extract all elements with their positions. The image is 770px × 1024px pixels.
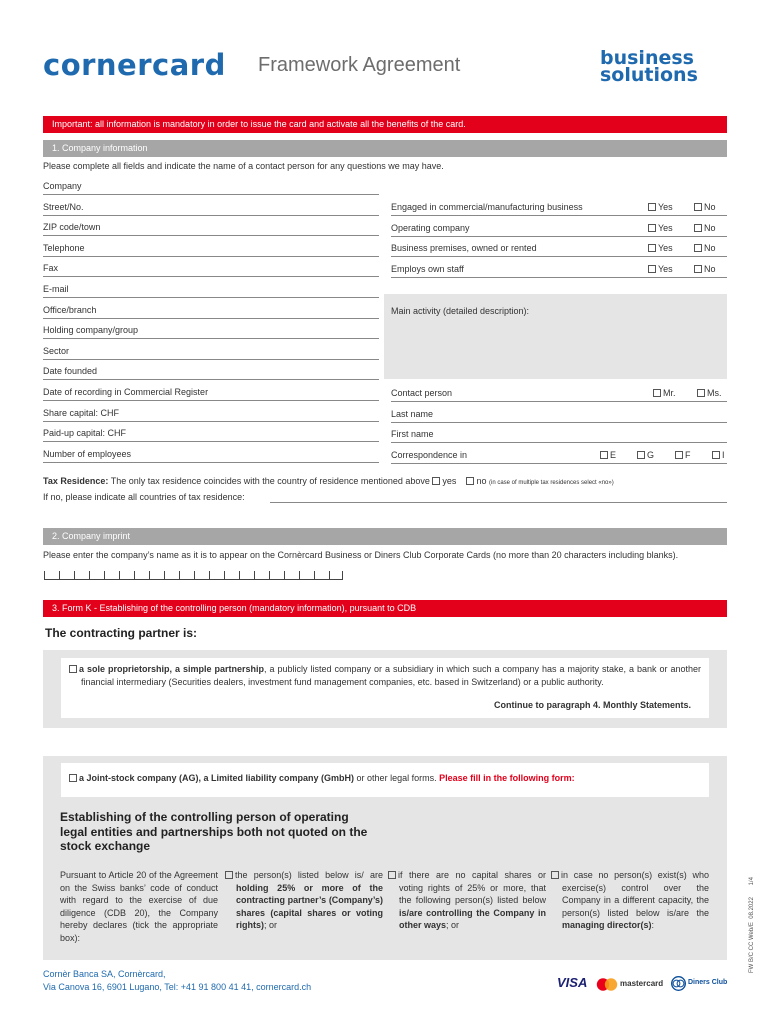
checkbox[interactable] [648, 265, 656, 273]
imprint-tick [119, 571, 120, 579]
option-1-container [43, 650, 727, 728]
contracting-partner-title: The contracting partner is: [45, 626, 198, 640]
diners-club-logo: Diners Club [688, 979, 728, 986]
option-a-end: ; or [264, 920, 278, 930]
checkbox[interactable] [69, 774, 77, 782]
section-2-intro: Please enter the company’s name as it is to appear on the Cornèrcard Business or Diners Club Corporate Cards (no more than 20 characters including blanks). [43, 550, 679, 560]
checkbox[interactable] [694, 203, 702, 211]
mastercard-logo: mastercard [620, 979, 664, 988]
continue-to-paragraph-4-link[interactable]: Continue to paragraph 4. Monthly Statements. [493, 699, 691, 710]
company-questions [391, 201, 727, 278]
imprint-tick [179, 571, 180, 579]
imprint-tick [224, 571, 225, 579]
yes-option[interactable] [648, 222, 673, 235]
option-2-text [69, 772, 701, 785]
imprint-tick [342, 571, 343, 579]
holding-field[interactable]: Holding company/group [43, 324, 379, 339]
imprint-tick [329, 571, 330, 579]
page-title: Framework Agreement [258, 54, 461, 76]
logo-line-1: business [600, 47, 694, 69]
contact-person-row [391, 387, 727, 402]
option-1-box[interactable] [61, 658, 709, 718]
date-founded-field[interactable]: Date founded [43, 365, 379, 380]
question-label: Employs own staff [391, 263, 464, 274]
tax-residence-label: Tax Residence: [43, 476, 109, 486]
option-2-rest: or other legal forms. [354, 773, 437, 783]
first-name-field[interactable]: First name [391, 428, 727, 443]
paid-up-capital-field[interactable]: Paid-up capital: CHF [43, 427, 379, 442]
ms-label: Ms. [707, 388, 722, 398]
company-field[interactable]: Company [43, 180, 379, 195]
logo-line-2: solutions [600, 64, 698, 86]
business-solutions-logo [600, 47, 698, 86]
checkbox[interactable] [694, 244, 702, 252]
contact-person-block [391, 387, 727, 464]
imprint-tick [194, 571, 195, 579]
declaration-option-c [551, 869, 709, 932]
question-label: Operating company [391, 222, 470, 233]
imprint-boxes[interactable] [44, 579, 343, 580]
mr-label: Mr. [663, 388, 676, 398]
cornercard-logo: cornercard [43, 48, 226, 82]
option-1-text [69, 663, 701, 688]
footer-line-1: Cornèr Banca SA, Cornèrcard, [43, 969, 166, 979]
checkbox[interactable] [551, 871, 559, 879]
imprint-tick [134, 571, 135, 579]
office-branch-field[interactable]: Office/branch [43, 304, 379, 319]
language-option-i[interactable] [712, 449, 725, 462]
option-c-text: in case no person(s) exist(s) who exercise(s) control over the Company in a different capacity, the person(s) listed below is/are the [561, 870, 709, 918]
share-capital-field[interactable]: Share capital: CHF [43, 407, 379, 422]
no-option[interactable] [694, 201, 716, 214]
checkbox[interactable] [648, 224, 656, 232]
imprint-tick [239, 571, 240, 579]
checkbox[interactable] [432, 477, 440, 485]
no-option[interactable] [694, 222, 716, 235]
correspondence-row [391, 449, 727, 464]
section-2-heading: 2. Company imprint [43, 528, 727, 545]
tax-countries-label: If no, please indicate all countries of tax residence: [43, 492, 245, 502]
checkbox[interactable] [648, 244, 656, 252]
visa-logo: VISA [557, 975, 588, 990]
checkbox[interactable] [600, 451, 608, 459]
imprint-tick [89, 571, 90, 579]
language-option-e[interactable] [600, 449, 616, 462]
checkbox[interactable] [694, 224, 702, 232]
imprint-tick [284, 571, 285, 579]
tax-yes-label: yes [442, 476, 457, 486]
yes-label: Yes [658, 243, 673, 254]
language-option-f[interactable] [675, 449, 691, 462]
imprint-tick [59, 571, 60, 579]
imprint-tick [149, 571, 150, 579]
no-option[interactable] [694, 263, 716, 276]
option-2-red: Please fill in the following form: [439, 773, 575, 783]
language-label: F [685, 449, 691, 460]
section-3-heading: 3. Form K - Establishing of the controlling person (mandatory information), pursuant to CDB [43, 600, 727, 617]
imprint-tick [314, 571, 315, 579]
checkbox[interactable] [69, 665, 77, 673]
option-b-end: ; or [446, 920, 460, 930]
company-fields-left [43, 180, 379, 463]
mr-option[interactable] [653, 387, 676, 400]
mastercard-icon [596, 978, 618, 991]
declaration-option-b [388, 869, 546, 932]
side-form-code: FW B/C CC Web/E 08.2022 1/4 [749, 877, 755, 973]
commercial-register-date-field[interactable]: Date of recording in Commercial Register [43, 386, 379, 401]
checkbox[interactable] [388, 871, 396, 879]
question-row [391, 222, 727, 237]
yes-option[interactable] [648, 201, 673, 214]
checkbox[interactable] [694, 265, 702, 273]
yes-label: Yes [658, 202, 673, 212]
section-1-intro: Please complete all fields and indicate the name of a contact person for any questions we may have. [43, 161, 444, 171]
telephone-field[interactable]: Telephone [43, 242, 379, 257]
imprint-tick [269, 571, 270, 579]
main-activity-box[interactable] [384, 294, 727, 379]
checkbox[interactable] [712, 451, 720, 459]
option-a-text: the person(s) listed below is/ are [235, 870, 383, 880]
declaration-intro: Pursuant to Article 20 of the Agreement on the Swiss banks’ code of conduct with regard to the exercise of due diligence (CDB 20), the Company hereby declares (tick the appropriate box): [60, 870, 218, 943]
imprint-tick [209, 571, 210, 579]
no-label: No [704, 222, 716, 233]
tax-residence-text: The only tax residence coincides with the country of residence mentioned above [110, 476, 430, 486]
imprint-tick [299, 571, 300, 579]
yes-option[interactable] [648, 263, 673, 276]
question-label: Engaged in commercial/manufacturing business [391, 202, 583, 212]
tax-yes-option[interactable] [432, 476, 456, 486]
yes-label: Yes [658, 222, 673, 233]
tax-countries-line[interactable] [270, 502, 727, 503]
checkbox[interactable] [637, 451, 645, 459]
option-2-bold: a Joint-stock company (AG), a Limited liability company (GmbH) [79, 773, 355, 783]
last-name-field[interactable]: Last name [391, 408, 727, 423]
language-label: G [647, 449, 655, 460]
imprint-tick [74, 571, 75, 579]
language-label: I [722, 449, 725, 460]
main-activity-label: Main activity (detailed description): [391, 306, 530, 316]
language-label: E [610, 449, 617, 460]
diners-club-icon [671, 976, 686, 991]
checkbox[interactable] [653, 389, 661, 397]
imprint-tick [254, 571, 255, 579]
option-2-box[interactable] [61, 763, 709, 797]
option-1-bold: a sole proprietorship, a simple partnership [79, 664, 264, 674]
important-notice-bar: Important: all information is mandatory in order to issue the card and activate all the benefits of the card. [43, 116, 727, 133]
imprint-tick [44, 571, 45, 579]
contact-person-label: Contact person [391, 388, 453, 398]
tax-note: (in case of multiple tax residences select «no») [488, 480, 614, 486]
option-2-container [43, 756, 727, 960]
employees-field[interactable]: Number of employees [43, 448, 379, 463]
street-field[interactable]: Street/No. [43, 201, 379, 216]
question-row [391, 263, 727, 278]
section-1-heading: 1. Company information [43, 140, 727, 157]
no-label: No [704, 263, 716, 274]
option-a-bold: holding 25% or more of the contracting partner’s (Company’s) shares (capital shares or voting rights) [236, 882, 383, 930]
ms-option[interactable] [697, 387, 722, 400]
question-row [391, 242, 727, 257]
option-c-end: : [651, 920, 655, 930]
checkbox[interactable] [466, 477, 474, 485]
question-row [391, 201, 727, 216]
footer-address [43, 968, 311, 993]
yes-label: Yes [658, 263, 673, 274]
sector-field[interactable]: Sector [43, 345, 379, 360]
email-field[interactable]: E-mail [43, 283, 379, 298]
imprint-tick [164, 571, 165, 579]
no-label: No [704, 202, 716, 212]
checkbox[interactable] [697, 389, 705, 397]
option-1-rest: , a publicly listed company or a subsidiary in which such a company has a majority stake, a bank or another financial intermediary (Securities dealers, investment fund management companies, etc. based in Switzerland) or a public authority. [81, 664, 702, 687]
checkbox[interactable] [225, 871, 233, 879]
imprint-tick [104, 571, 105, 579]
declaration-option-a [225, 869, 383, 932]
establishing-title: Establishing of the controlling person of operating legal entities and partnerships both not quoted on the stock exchange [60, 810, 368, 853]
language-option-g[interactable] [637, 449, 654, 462]
zip-town-field[interactable]: ZIP code/town [43, 221, 379, 236]
checkbox[interactable] [675, 451, 683, 459]
fax-field[interactable]: Fax [43, 262, 379, 277]
footer-line-2: Via Canova 16, 6901 Lugano, Tel: +41 91 800 41 41, cornercard.ch [43, 981, 312, 992]
tax-no-label: no [476, 476, 487, 486]
option-b-bold: is/are controlling the Company in other ways [399, 907, 546, 930]
yes-option[interactable] [648, 242, 673, 255]
tax-no-option[interactable] [466, 476, 486, 486]
checkbox[interactable] [648, 203, 656, 211]
option-c-bold: managing director(s) [562, 920, 652, 930]
question-label: Business premises, owned or rented [391, 243, 537, 254]
no-label: No [704, 243, 716, 254]
correspondence-label: Correspondence in [391, 449, 468, 460]
tax-residence-row [43, 476, 614, 486]
no-option[interactable] [694, 242, 716, 255]
option-b-text: if there are no capital shares or voting rights of 25% or more, that the following person(s) listed below [398, 870, 546, 905]
